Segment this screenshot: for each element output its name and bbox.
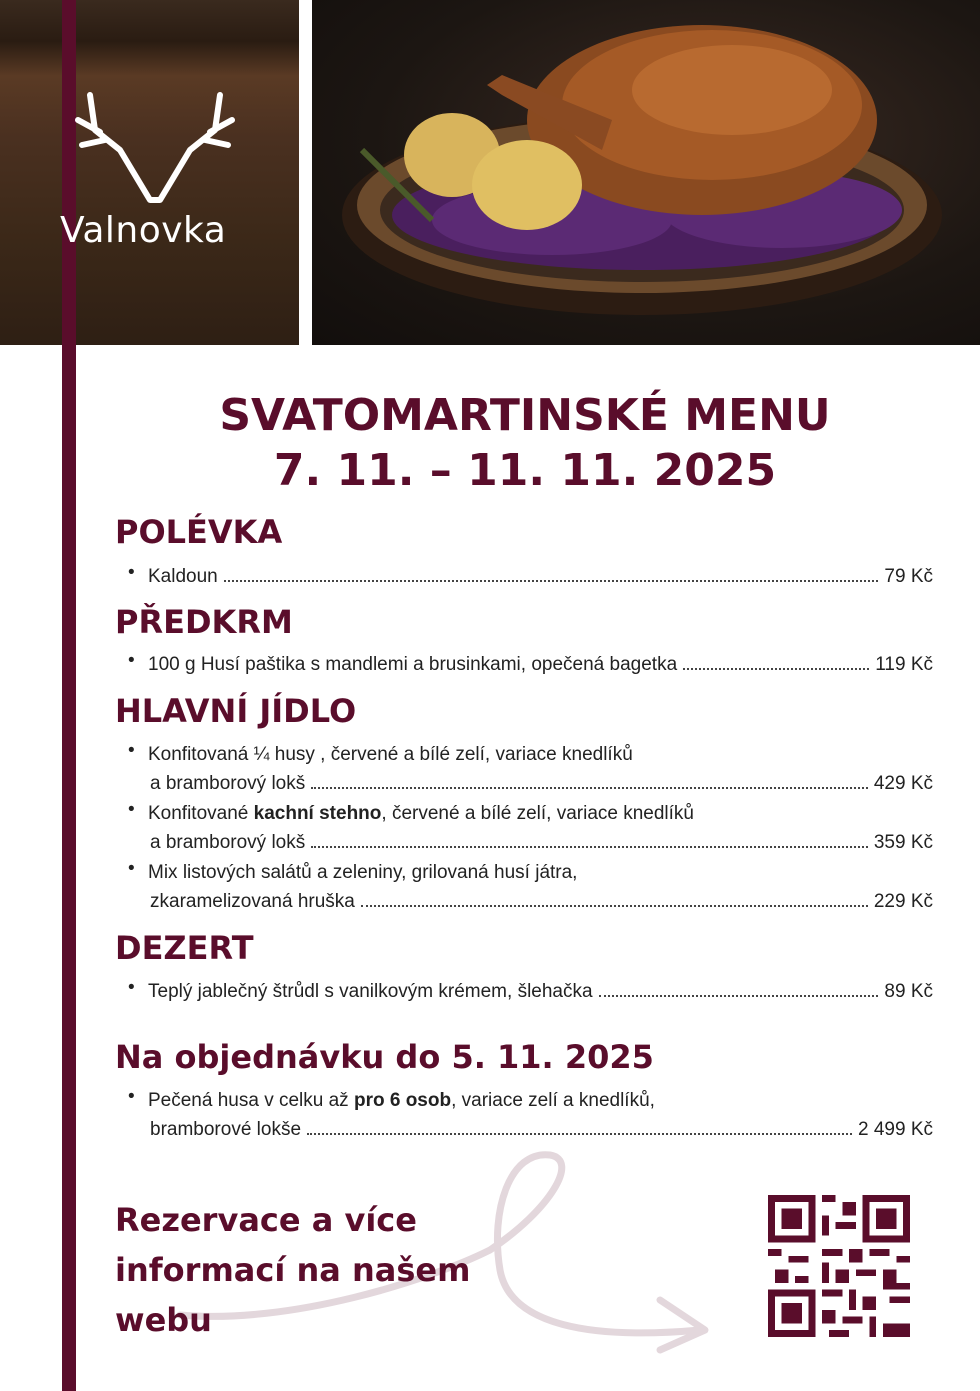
section-heading-preorder: Na objednávku do 5. 11. 2025 (115, 1038, 654, 1076)
item-price: 229 Kč (873, 891, 933, 912)
deer-antler-logo-icon (60, 90, 250, 210)
item-price: 429 Kč (873, 773, 933, 794)
item-price: 89 Kč (884, 981, 933, 1002)
item-price: 359 Kč (873, 832, 933, 853)
section-heading-dessert: DEZERT (115, 929, 254, 967)
menu-item: • Teplý jablečný štrůdl s vanilkovým krémem, šlehačka 89 Kč (128, 977, 933, 1006)
brand-name: Valnovka (60, 210, 227, 251)
qr-code-icon[interactable] (768, 1195, 910, 1337)
section-heading-main-course: HLAVNÍ JÍDLO (115, 692, 357, 730)
menu-title: SVATOMARTINSKÉ MENU (219, 390, 831, 441)
item-price: 2 499 Kč (858, 1119, 933, 1140)
menu-item: • Mix listových salátů a zeleniny, grilovaná husí játra, zkaramelizovaná hruška 229 Kč (128, 858, 933, 916)
item-price: 79 Kč (884, 566, 933, 587)
menu-item: • Konfitovaná ¼ husy , červené a bílé zelí, variace knedlíků a bramborový lokš 429 Kč (128, 740, 933, 798)
menu-item: • Konfitované kachní stehno, červené a bílé zelí, variace knedlíků a bramborový lokš 359 Kč (128, 799, 933, 857)
section-heading-starter: PŘEDKRM (115, 603, 293, 641)
menu-item: • Kaldoun 79 Kč (128, 562, 933, 591)
reservation-note: Rezervace a více informací na našem webu (115, 1201, 471, 1339)
menu-dates: 7. 11. – 11. 11. 2025 (273, 445, 777, 496)
section-heading-soup: POLÉVKA (115, 513, 283, 551)
item-price: 119 Kč (875, 654, 933, 675)
roast-goose-photo (312, 0, 980, 345)
roast-goose-illustration (312, 0, 980, 345)
menu-item: • Pečená husa v celku až pro 6 osob, variace zelí a knedlíků, bramborové lokše 2 499 Kč (128, 1086, 933, 1144)
menu-item: • 100 g Husí paštika s mandlemi a brusinkami, opečená bagetka 119 Kč (128, 650, 933, 679)
hero-divider (299, 0, 312, 345)
